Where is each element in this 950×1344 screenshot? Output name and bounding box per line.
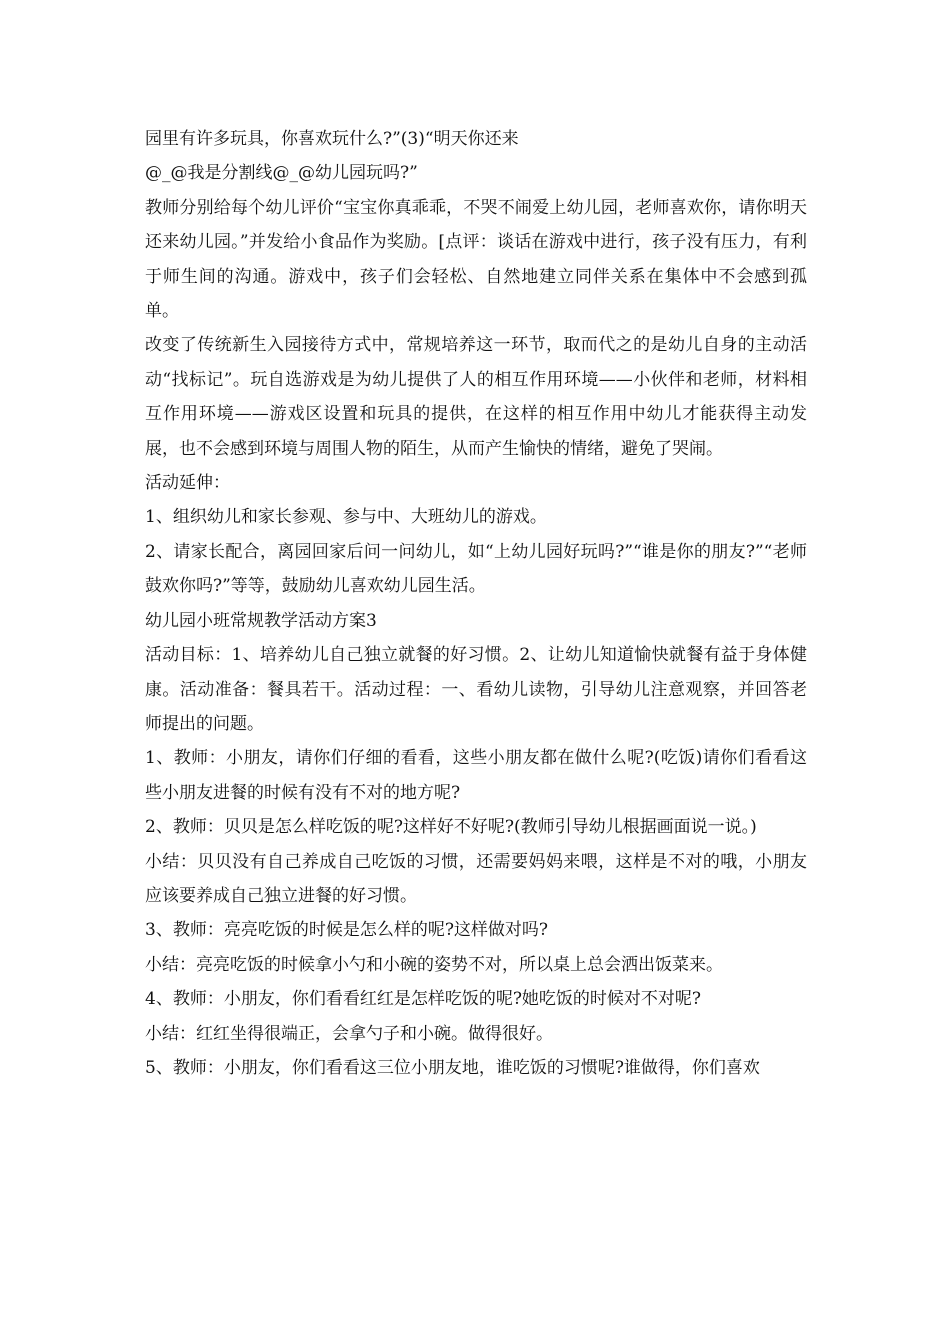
list-item: 2、教师：贝贝是怎么样吃饭的呢?这样好不好呢?(教师引导幼儿根据画面说一说。) [145,817,757,838]
summary-paragraph: 小结：亮亮吃饭的时候拿小勺和小碗的姿势不对，所以桌上总会洒出饭菜来。 [145,954,723,975]
list-item: 1、教师：小朋友，请你们仔细的看看，这些小朋友都在做什么呢?(吃饭)请你们看看这些小朋友进餐的时候有没有不对的地方呢? [145,748,807,803]
summary-paragraph: 小结：红红坐得很端正，会拿勺子和小碗。做得很好。 [145,1023,553,1044]
list-item: 5、教师：小朋友，你们看看这三位小朋友地，谁吃饭的习惯呢?谁做得，你们喜欢 [145,1057,760,1078]
paragraph: @_@我是分割线@_@幼儿园玩吗?” [145,163,418,184]
summary-paragraph: 小结：贝贝没有自己养成自己吃饭的习惯，还需要妈妈来喂，这样是不对的哦，小朋友应该要养成自己独立进餐的好习惯。 [145,851,807,906]
list-item: 1、组织幼儿和家长参观、参与中、大班幼儿的游戏。 [145,507,547,528]
section-heading: 活动延伸： [145,473,230,494]
list-item: 3、教师：亮亮吃饭的时候是怎么样的呢?这样做对吗? [145,920,549,941]
paragraph: 教师分别给每个幼儿评价“宝宝你真乖乖，不哭不闹爱上幼儿园，老师喜欢你，请你明天还来幼儿园。”并发给小食品作为奖励。[点评：谈话在游戏中进行，孩子没有压力，有利于师生间的沟通。游戏中，孩子们会轻松、自然地建立同伴关系在集体中不会感到孤单。 [145,197,807,322]
list-item: 4、教师：小朋友，你们看看红红是怎样吃饭的呢?她吃饭的时候对不对呢? [145,989,702,1010]
document-page [145,122,807,1085]
paragraph: 改变了传统新生入园接待方式中，常规培养这一环节，取而代之的是幼儿自身的主动活动“找标记”。玩自选游戏是为幼儿提供了人的相互作用环境——小伙伴和老师，材料相互作用环境——游戏区设置和玩具的提供，在这样的相互作用中幼儿才能获得主动发展，也不会感到环境与周围人物的陌生，从而产生愉快的情绪，避免了哭闹。 [145,335,807,459]
paragraph: 活动目标：1、培养幼儿自己独立就餐的好习惯。2、让幼儿知道愉快就餐有益于身体健康。活动准备：餐具若干。活动过程：一、看幼儿读物，引导幼儿注意观察，并回答老师提出的问题。 [145,645,807,734]
section-title: 幼儿园小班常规教学活动方案3 [145,610,377,631]
list-item: 2、请家长配合，离园回家后问一问幼儿，如“上幼儿园好玩吗?”“谁是你的朋友?”“老师鼓欢你吗?”等等，鼓励幼儿喜欢幼儿园生活。 [145,541,807,597]
paragraph: 园里有许多玩具，你喜欢玩什么?”(3)“明天你还来 [145,129,519,149]
